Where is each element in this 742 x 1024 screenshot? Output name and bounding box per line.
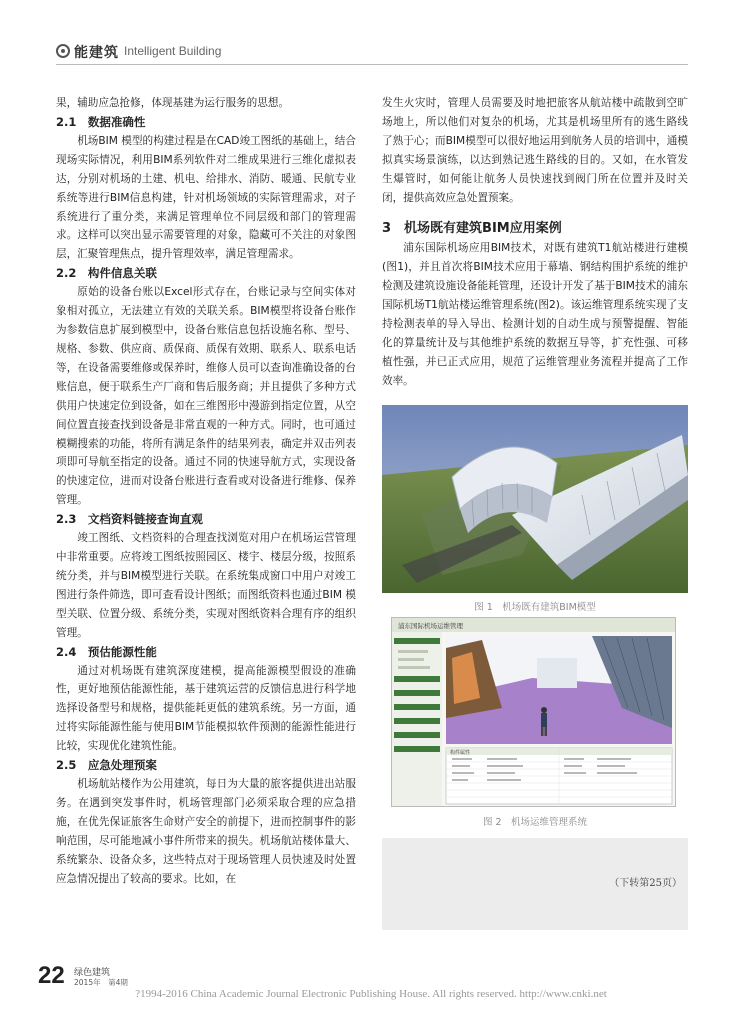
header-rule (56, 64, 688, 65)
journal-name-en: Intelligent Building (124, 44, 222, 58)
section-2-4-title: 2.4 预估能源性能 (56, 644, 157, 659)
continued-on-page-note: （下转第25页） (609, 878, 682, 889)
section-2-3-title: 2.3 文档资料链接查询直观 (56, 512, 203, 527)
section-2-2-title: 2.2 构件信息关联 (56, 266, 157, 281)
footer-issue: 2015年 第4期 (74, 978, 128, 987)
om-system-screenshot (392, 618, 675, 806)
section-2-1-title: 2.1 数据准确性 (56, 114, 146, 129)
right-continued-paragraph: 发生火灾时，管理人员需要及时地把旅客从航站楼中疏散到空旷场地上，所以他们对复杂的机场，尤其是机场里所有的逃生路线了熟于心；而BIM模型可以很好地运用到航务人员的培训中，通模拟真实场景演练，以达到熟记逃生路线的目的。又如，在水管发生爆管时，如何能让航务人员快速找到阀门所在位置并及时关闭，提供高效应急处置预案。 (382, 97, 688, 204)
section-3-title: 3 机场既有建筑BIM应用案例 (382, 221, 562, 237)
section-2-5-title: 2.5 应急处理预案 (56, 758, 157, 773)
section-2-1-body: 机场BIM 模型的构建过程是在CAD竣工图纸的基础上，结合现场实际情况，利用BIM系列软件对二维成果进行三维化虚拟表达，分别对机场的土建、机电、给排水、消防、暖通、民航专业系统等进行BIM信息构建，针对机场领域的实际管理需求，对子系统进行了重分类，来满足管理单位不同层级和部门的管理需求。这样可以突出显示需要管理的对象，隐藏可不关注的对象图层，汇聚管理焦点，提升管理效率，满足管理需求。 (56, 134, 356, 261)
section-2-4-body: 通过对机场既有建筑深度建模，提高能源模型假设的准确性，更好地预估能源性能，基于建筑运营的反馈信息进行科学地选择设备型号和规格，提供能耗更低的建筑系统。另一方面，通过将实际能源性能与使用BIM节能模拟软件预测的能源性能进行比较，实现优化建筑性能。 (56, 664, 356, 753)
figure-1-caption: 图 1 机场既有建筑BIM模型 (474, 602, 596, 613)
left-column (56, 94, 356, 889)
footer-journal-name: 绿色建筑 (74, 968, 111, 978)
section-3-body: 浦东国际机场应用BIM技术，对既有建筑T1航站楼进行建模(图1)，并且首次将BIM技术应用于幕墙、钢结构围护系统的维护检测及建筑设施设备能耗管理，还设计开发了基于BIM技术的浦东国际机场T1航站楼运维管理系统(图2)。该运维管理系统实现了支持检测表单的导入导出、检测计划的自动生成与预警提醒、智能化的算量统计及与其他维护系统的数据互导等，扩充性强、可移植性强，并已正式应用，规范了运维管理业务流程并提高了工作效率。 (382, 242, 688, 387)
figure-2-om-system (391, 617, 676, 807)
section-2-5-body: 机场航站楼作为公用建筑，每日为大量的旅客提供进出站服务。在遇到突发事件时，机场管理部门必须采取合理的应急措施，在优先保证旅客生命财产安全的前提下，进而控制事件的影响范围，尽可能地减小事件所带来的损失。机场航站楼体量大、系统繁杂、设备众多，这些特点对于现场管理人员快速及时处置应急情况提出了较高的要求。比如，在 (56, 778, 356, 885)
left-continued-paragraph: 果，辅助应急抢修，体现基建为运行服务的思想。 (56, 97, 290, 109)
terminal-render-image (382, 405, 688, 593)
journal-name-cn: 能建筑 (74, 45, 119, 61)
figure-1-bim-model (382, 405, 688, 593)
om-window-title: 浦东国际机场运维管理 (398, 622, 463, 630)
om-table-header: 构件属性 (450, 750, 471, 756)
journal-logo-icon (56, 44, 70, 58)
section-2-3-body: 竣工图纸、文档资料的合理查找浏览对用户在机场运营管理中非常重要。应将竣工图纸按照园区、楼宇、楼层分级，按照系统分类，并与BIM模型进行关联。在系统集成窗口中用户对竣工图进行条件筛选，即可查看设计图纸；而图纸资料也通过BIM 模型关联、位置分级、系统分类，实现对图纸资料合理有序的组织管理。 (56, 532, 356, 639)
page-number: 22 (38, 962, 65, 989)
right-column (382, 94, 688, 391)
copyright-notice: ?1994-2016 China Academic Journal Electronic Publishing House. All rights reserved. http://www.cnki.net (135, 988, 607, 1000)
figure-2-caption: 图 2 机场运维管理系统 (482, 817, 588, 828)
section-2-2-body: 原始的设备台账以Excel形式存在，台账记录与空间实体对象相对孤立，无法建立有效的关联关系。BIM模型将设备台账作为参数信息扩展到模型中，设备台账信息包括设施名称、型号、规格、参数、供应商、质保商、质保有效期、联系人、联系电话等，在设备需要维修或保养时，维修人员可以查询准确设备的台账信息，便于联系生产厂商和售后服务商；并且提供了多种方式供用户快速定位到设备，如在三维图形中漫游到指定位置，从空间位置直接查找到设备是非常直观的一种方式。同时，也可通过模糊搜索的功能，将所有满足条件的结果列表，确定并双击列表项即可导航至指定的设备。通过不同的快速导航方式，实现设备的快速定位，进而对设备台账进行查看或对设备进行维修、保养管理。 (56, 286, 356, 507)
